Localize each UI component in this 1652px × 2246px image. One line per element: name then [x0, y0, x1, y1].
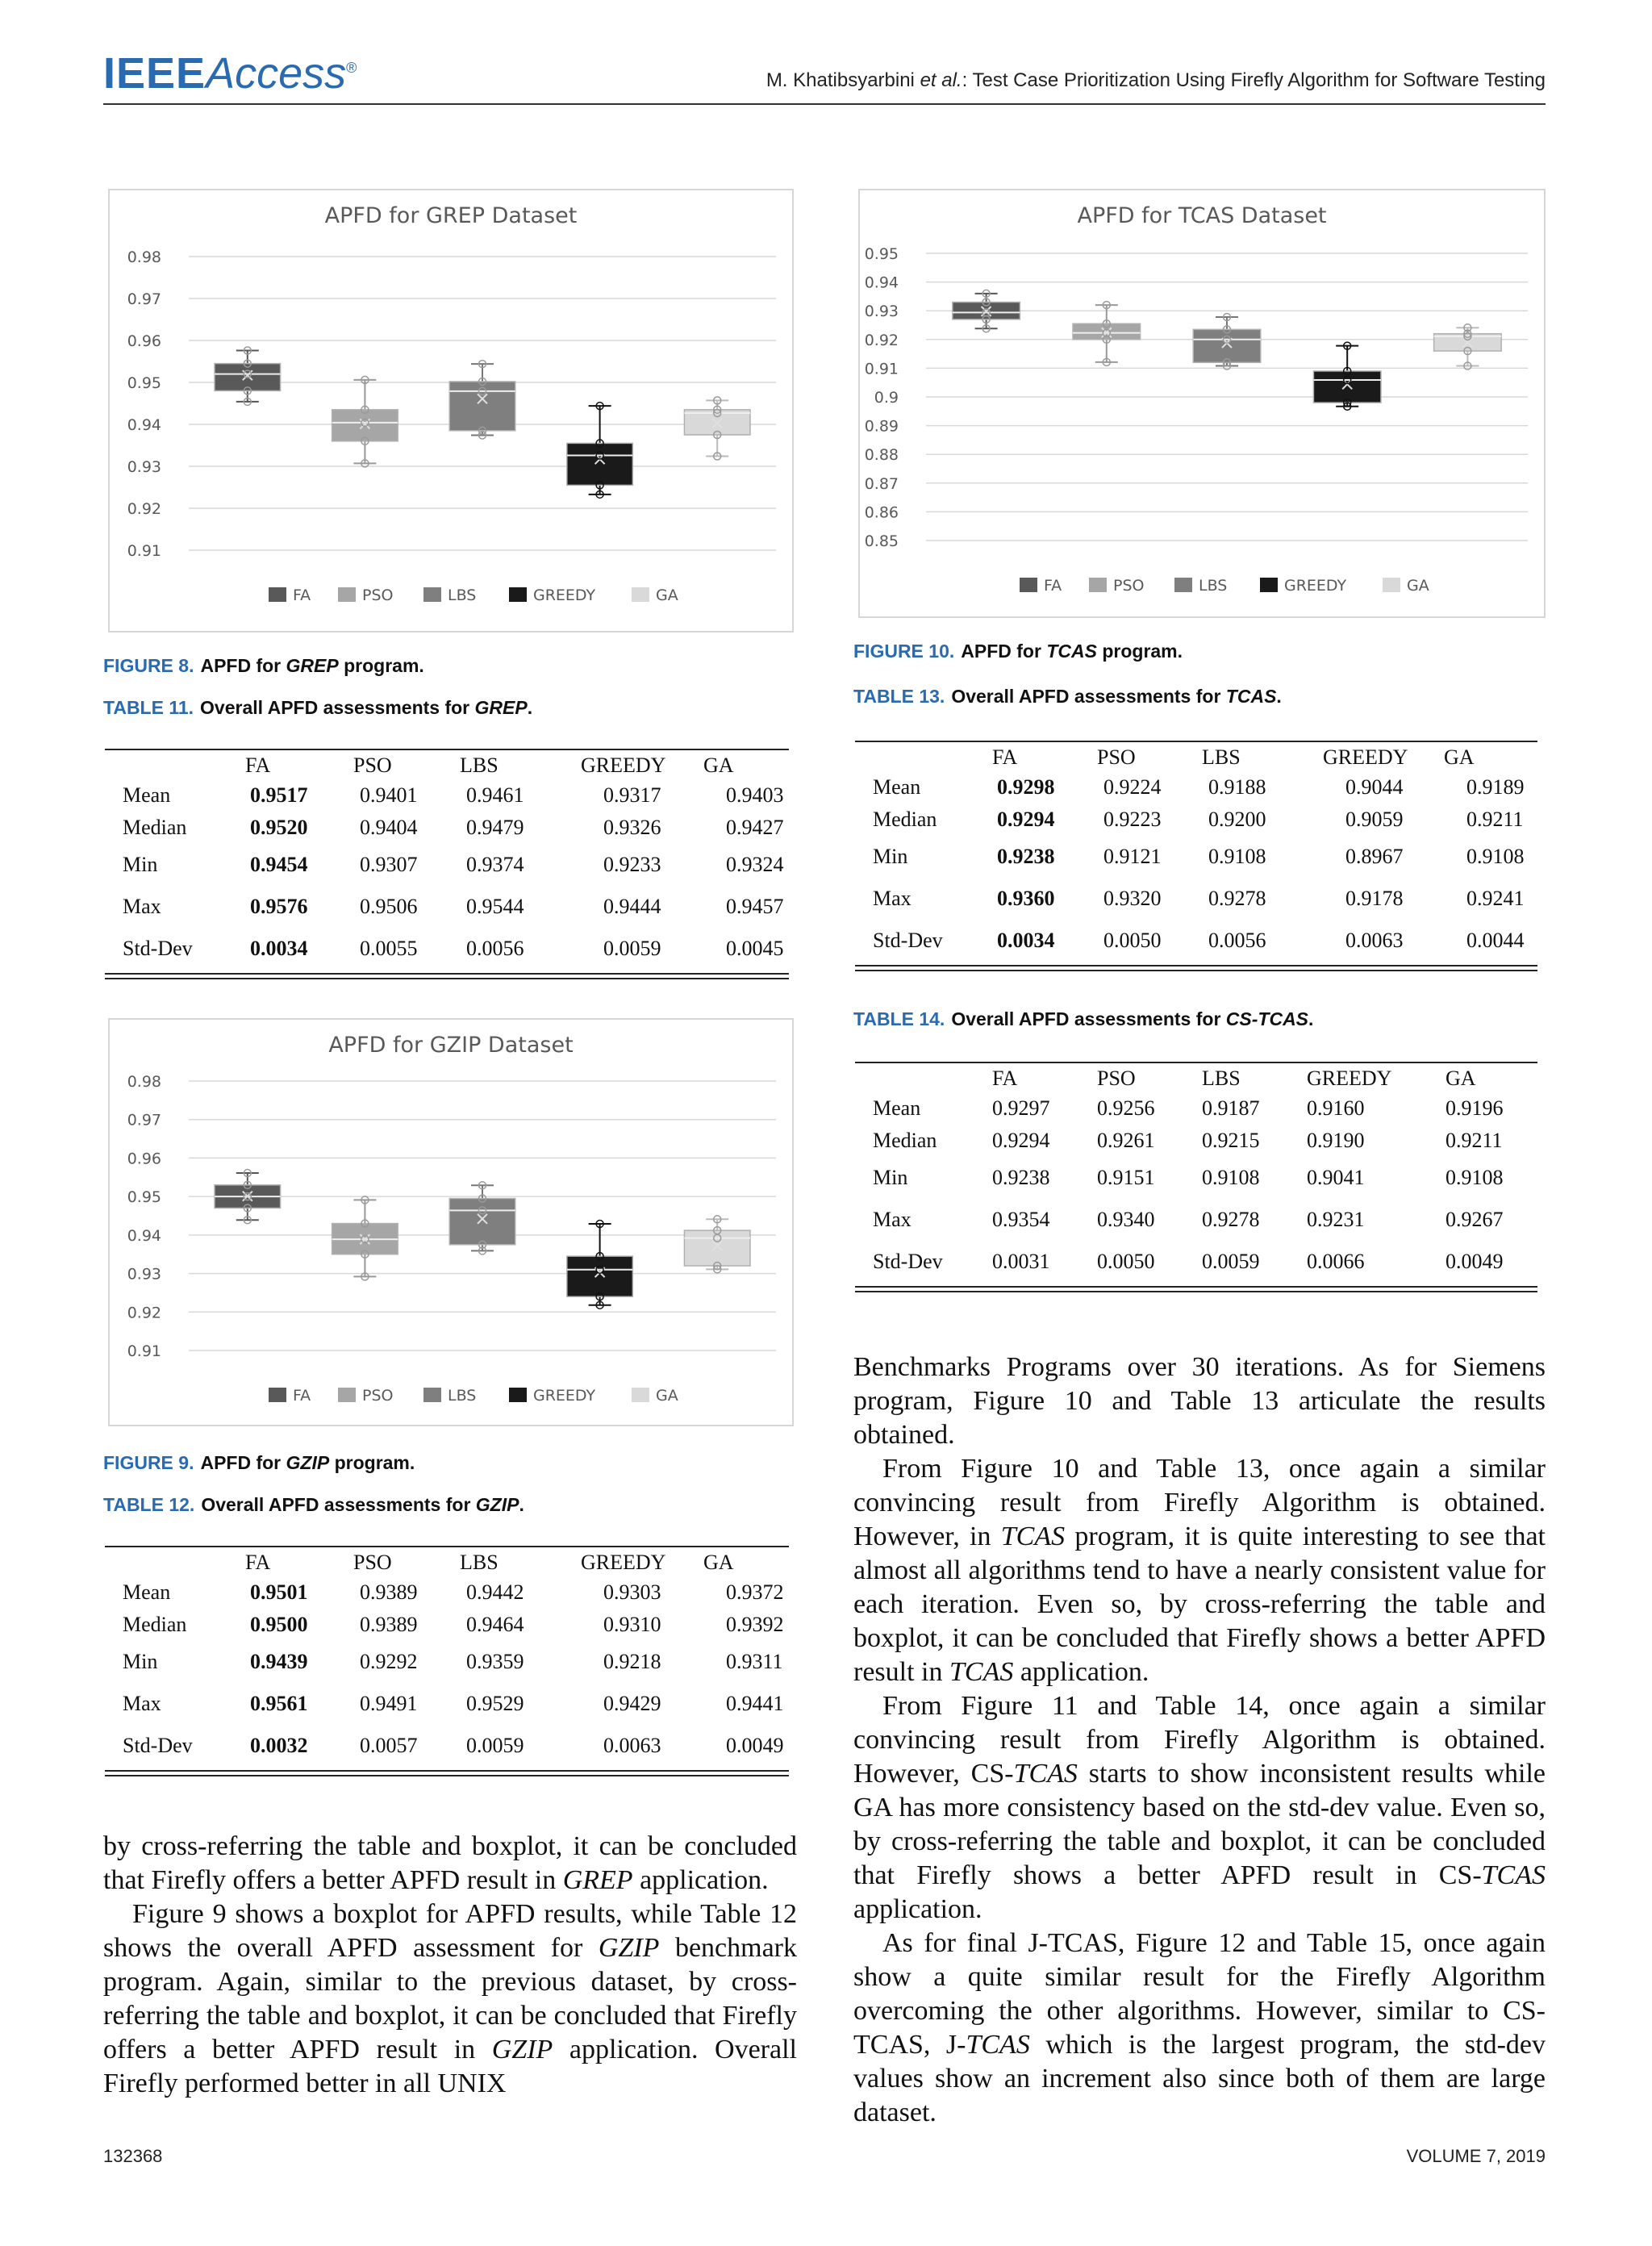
- table-cell: 0.9454: [250, 853, 308, 876]
- row-label: Std-Dev: [123, 937, 193, 960]
- row-label: Min: [873, 845, 908, 868]
- table-cell: 0.9500: [250, 1613, 308, 1636]
- legend-swatch-greedy: [1260, 578, 1278, 592]
- y-tick-label: 0.92: [127, 500, 161, 518]
- table-cell: 0.9196: [1446, 1096, 1504, 1120]
- figure-9-caption: FIGURE 9. APFD for GZIP program.: [103, 1452, 415, 1473]
- y-tick-label: 0.96: [127, 1150, 161, 1168]
- legend-label-fa: FA: [293, 587, 311, 604]
- legend-swatch-ga: [1383, 578, 1400, 592]
- legend-label-lbs: LBS: [448, 587, 477, 604]
- legend-label-ga: GA: [1407, 577, 1429, 595]
- column-header-lbs: LBS: [460, 1551, 499, 1574]
- y-tick-label: 0.94: [864, 273, 899, 292]
- right-paragraph-1: Benchmarks Programs over 30 iterations. As for Siemens program, Figure 10 and Table 13 articulate the results obtained.: [853, 1352, 1546, 1450]
- box-pso: [332, 410, 398, 441]
- table-cell: 0.9340: [1097, 1208, 1155, 1231]
- y-tick-label: 0.95: [864, 245, 899, 263]
- table-cell: 0.0063: [603, 1734, 661, 1757]
- box-lbs: [449, 1199, 515, 1245]
- table-cell: 0.9218: [603, 1650, 661, 1673]
- table-cell: 0.9238: [992, 1166, 1050, 1189]
- table-cell: 0.9403: [726, 783, 784, 807]
- table-corner: [855, 1065, 992, 1092]
- table-cell: 0.9256: [1097, 1096, 1155, 1120]
- legend-swatch-pso: [338, 587, 356, 602]
- table-cell: 0.9506: [360, 895, 418, 918]
- chart-title: APFD for TCAS Dataset: [1077, 203, 1327, 228]
- table-row: [105, 886, 789, 928]
- table-cell: 0.9317: [603, 783, 661, 807]
- table-cell: 0.9461: [466, 783, 524, 807]
- header-rule: [103, 103, 1546, 105]
- legend-swatch-ga: [632, 1388, 649, 1402]
- legend-swatch-fa: [1020, 578, 1037, 592]
- row-label: Median: [123, 1613, 187, 1636]
- y-tick-label: 0.92: [127, 1304, 161, 1322]
- y-tick-label: 0.94: [127, 1226, 161, 1245]
- box-greedy: [567, 1256, 633, 1296]
- row-label: Max: [123, 1692, 161, 1715]
- y-tick-label: 0.98: [127, 1073, 161, 1091]
- row-label: Median: [873, 1129, 937, 1152]
- chart-title: APFD for GREP Dataset: [324, 203, 578, 228]
- volume-label: VOLUME 7, 2019: [1406, 2146, 1546, 2166]
- column-header-pso: PSO: [353, 1551, 392, 1574]
- table-cell: 0.8967: [1345, 845, 1404, 868]
- column-header-greedy: GREEDY: [581, 754, 666, 777]
- box-lbs: [1193, 329, 1261, 362]
- right-column-text: [853, 1351, 1546, 2130]
- table-cell: 0.9520: [250, 816, 308, 839]
- figure-10-caption: FIGURE 10. APFD for TCAS program.: [853, 641, 1183, 662]
- y-tick-label: 0.85: [864, 532, 899, 550]
- table-cell: 0.9298: [997, 775, 1055, 799]
- y-tick-label: 0.95: [127, 374, 161, 392]
- table-cell: 0.9261: [1097, 1129, 1155, 1152]
- table-12-caption: TABLE 12. Overall APFD assessments for GZIP.: [103, 1494, 524, 1515]
- table-cell: 0.9561: [250, 1692, 308, 1715]
- legend-swatch-greedy: [509, 587, 527, 602]
- legend-label-greedy: GREEDY: [533, 587, 596, 604]
- table-cell: 0.0063: [1345, 929, 1404, 952]
- table-cell: 0.9544: [466, 895, 524, 918]
- legend-label-ga: GA: [656, 1387, 678, 1405]
- column-header-pso: PSO: [1097, 1067, 1136, 1090]
- legend-label-lbs: LBS: [448, 1387, 477, 1405]
- table-cell: 0.9233: [603, 853, 661, 876]
- table-corner: [105, 752, 245, 779]
- table-13-caption: TABLE 13. Overall APFD assessments for TCAS.: [853, 686, 1282, 707]
- table-cell: 0.9059: [1345, 808, 1404, 831]
- figure-9-frame: [108, 1018, 794, 1426]
- table-cell: 0.9389: [360, 1580, 418, 1604]
- table-cell: 0.9501: [250, 1580, 308, 1604]
- column-header-ga: GA: [1446, 1067, 1476, 1090]
- table-row: [855, 1092, 1537, 1125]
- running-head: M. Khatibsyarbini et al.: Test Case Prioritization Using Firefly Algorithm for Software Testing: [766, 69, 1546, 91]
- table-cell: 0.0050: [1097, 1250, 1155, 1273]
- legend-swatch-ga: [632, 587, 649, 602]
- legend-label-pso: PSO: [1113, 577, 1145, 595]
- table-cell: 0.9223: [1103, 808, 1162, 831]
- legend-swatch-pso: [1089, 578, 1107, 592]
- table-cell: 0.9160: [1307, 1096, 1365, 1120]
- column-header-greedy: GREEDY: [1323, 745, 1408, 769]
- table-cell: 0.9479: [466, 816, 524, 839]
- legend-swatch-greedy: [509, 1388, 527, 1402]
- figure-8-frame: [108, 189, 794, 632]
- table-cell: 0.9359: [466, 1650, 524, 1673]
- box-ga: [684, 1230, 750, 1266]
- column-header-pso: PSO: [1097, 745, 1136, 769]
- table-cell: 0.0059: [1202, 1250, 1260, 1273]
- table-cell: 0.0056: [466, 937, 524, 960]
- table-cell: 0.0044: [1466, 929, 1525, 952]
- table-cell: 0.0050: [1103, 929, 1162, 952]
- table-cell: 0.9464: [466, 1613, 524, 1636]
- y-tick-label: 0.97: [127, 290, 161, 308]
- table-cell: 0.0056: [1208, 929, 1266, 952]
- tcas-boxplot-chart: [860, 190, 1544, 616]
- table-corner: [855, 744, 992, 771]
- box-lbs: [449, 382, 515, 431]
- column-header-ga: GA: [703, 1551, 734, 1574]
- table-cell: 0.9576: [250, 895, 308, 918]
- table-cell: 0.9401: [360, 783, 418, 807]
- table-row: [855, 1157, 1537, 1199]
- box-greedy: [567, 443, 633, 485]
- table-11: [105, 749, 789, 979]
- table-14-caption: TABLE 14. Overall APFD assessments for CS-TCAS.: [853, 1008, 1314, 1029]
- table-cell: 0.9326: [603, 816, 661, 839]
- table-cell: 0.9294: [997, 808, 1055, 831]
- table-cell: 0.9303: [603, 1580, 661, 1604]
- column-header-fa: FA: [245, 1551, 271, 1574]
- table-cell: 0.9324: [726, 853, 784, 876]
- y-tick-label: 0.87: [864, 474, 899, 493]
- table-row: [855, 804, 1537, 836]
- table-cell: 0.0032: [250, 1734, 308, 1757]
- table-cell: 0.9404: [360, 816, 418, 839]
- column-header-lbs: LBS: [1202, 745, 1241, 769]
- y-tick-label: 0.9: [874, 389, 899, 407]
- table-row: [855, 836, 1537, 878]
- table-row: [105, 1609, 789, 1641]
- table-cell: 0.0057: [360, 1734, 418, 1757]
- row-label: Min: [123, 1650, 158, 1673]
- legend-swatch-lbs: [423, 587, 441, 602]
- table-cell: 0.9044: [1345, 775, 1404, 799]
- left-paragraph-2: Figure 9 shows a boxplot for APFD results, while Table 12 shows the overall APFD assessment for GZIP benchmark program. Again, similar to the previous dataset, by cross-referring the table and boxplot, it can be concluded that Firefly offers a better APFD result in GZIP application. Overall Firefly performed better in all UNIX: [103, 1899, 797, 2098]
- table-cell: 0.9360: [997, 887, 1055, 910]
- row-label: Mean: [873, 1096, 921, 1120]
- y-tick-label: 0.93: [864, 303, 899, 321]
- table-row: [855, 878, 1537, 920]
- column-header-fa: FA: [992, 1067, 1018, 1090]
- table-row: [105, 1641, 789, 1683]
- legend-label-pso: PSO: [362, 1387, 394, 1405]
- column-header-lbs: LBS: [460, 754, 499, 777]
- figure-10-frame: [858, 189, 1546, 618]
- table-row: [105, 844, 789, 886]
- y-tick-label: 0.93: [127, 1265, 161, 1284]
- page-number: 132368: [103, 2146, 163, 2166]
- y-tick-label: 0.89: [864, 417, 899, 436]
- table-row: [105, 1725, 789, 1767]
- table-cell: 0.9189: [1466, 775, 1525, 799]
- row-label: Mean: [123, 1580, 171, 1604]
- legend-swatch-lbs: [423, 1388, 441, 1402]
- table-cell: 0.9238: [997, 845, 1055, 868]
- table-cell: 0.9187: [1202, 1096, 1260, 1120]
- table-cell: 0.9297: [992, 1096, 1050, 1120]
- column-header-pso: PSO: [353, 754, 392, 777]
- table-cell: 0.0049: [1446, 1250, 1504, 1273]
- left-column-text: [103, 1830, 797, 2101]
- table-cell: 0.9200: [1208, 808, 1266, 831]
- table-cell: 0.9292: [360, 1650, 418, 1673]
- table-row: [855, 771, 1537, 804]
- legend-label-ga: GA: [656, 587, 678, 604]
- table-cell: 0.9529: [466, 1692, 524, 1715]
- row-label: Median: [873, 808, 937, 831]
- y-tick-label: 0.92: [864, 331, 899, 349]
- table-cell: 0.0059: [466, 1734, 524, 1757]
- table-cell: 0.9444: [603, 895, 661, 918]
- table-row: [855, 1125, 1537, 1157]
- table-cell: 0.9108: [1208, 845, 1266, 868]
- table-cell: 0.9307: [360, 853, 418, 876]
- column-header-greedy: GREEDY: [1307, 1067, 1392, 1090]
- y-tick-label: 0.86: [864, 503, 899, 522]
- row-label: Mean: [123, 783, 171, 807]
- column-header-fa: FA: [992, 745, 1018, 769]
- y-tick-label: 0.94: [127, 416, 161, 434]
- table-13: [855, 741, 1537, 971]
- table-row: [855, 1241, 1537, 1283]
- table-cell: 0.9311: [726, 1650, 783, 1673]
- table-cell: 0.9374: [466, 853, 524, 876]
- table-cell: 0.9211: [1446, 1129, 1503, 1152]
- legend-label-greedy: GREEDY: [533, 1387, 596, 1405]
- table-cell: 0.9427: [726, 816, 784, 839]
- table-cell: 0.9211: [1466, 808, 1524, 831]
- y-tick-label: 0.91: [864, 360, 899, 378]
- column-header-fa: FA: [245, 754, 271, 777]
- table-row: [105, 928, 789, 970]
- table-cell: 0.0031: [992, 1250, 1050, 1273]
- table-cell: 0.9491: [360, 1692, 418, 1715]
- table-cell: 0.0059: [603, 937, 661, 960]
- legend-label-greedy: GREEDY: [1284, 577, 1347, 595]
- row-label: Min: [873, 1166, 908, 1189]
- y-tick-label: 0.93: [127, 458, 161, 476]
- y-tick-label: 0.98: [127, 248, 161, 266]
- legend-swatch-fa: [269, 587, 286, 602]
- table-row: [105, 1576, 789, 1609]
- y-tick-label: 0.95: [127, 1188, 161, 1207]
- table-cell: 0.9442: [466, 1580, 524, 1604]
- right-paragraph-3: From Figure 11 and Table 14, once again a similar convincing result from Firefly Algorithm is obtained. However, CS-TCAS starts to show inconsistent results while GA has more consistency based on the std-dev value. Even so, by cross-referring the table and boxplot, it can be concluded that Firefly shows a better APFD result in CS-TCAS application.: [853, 1691, 1546, 1924]
- table-cell: 0.9278: [1208, 887, 1266, 910]
- column-header-ga: GA: [703, 754, 734, 777]
- table-cell: 0.9310: [603, 1613, 661, 1636]
- table-corner: [105, 1549, 245, 1576]
- table-cell: 0.9320: [1103, 887, 1162, 910]
- table-11-caption: TABLE 11. Overall APFD assessments for GREP.: [103, 697, 533, 718]
- legend-swatch-fa: [269, 1388, 286, 1402]
- table-cell: 0.9372: [726, 1580, 784, 1604]
- table-cell: 0.9108: [1446, 1166, 1504, 1189]
- table-cell: 0.0034: [250, 937, 308, 960]
- table-row: [105, 812, 789, 844]
- table-cell: 0.9108: [1202, 1166, 1260, 1189]
- table-row: [105, 779, 789, 812]
- journal-logo: IEEEAccess®: [103, 49, 357, 98]
- table-cell: 0.9517: [250, 783, 308, 807]
- table-row: [105, 1683, 789, 1725]
- row-label: Max: [123, 895, 161, 918]
- column-header-lbs: LBS: [1202, 1067, 1241, 1090]
- table-cell: 0.9241: [1466, 887, 1525, 910]
- column-header-greedy: GREEDY: [581, 1551, 666, 1574]
- column-header-ga: GA: [1444, 745, 1475, 769]
- table-cell: 0.9121: [1103, 845, 1162, 868]
- table-cell: 0.9457: [726, 895, 784, 918]
- table-14: [855, 1062, 1537, 1292]
- gzip-boxplot-chart: [110, 1020, 792, 1425]
- chart-title: APFD for GZIP Dataset: [328, 1033, 574, 1058]
- legend-swatch-lbs: [1174, 578, 1192, 592]
- table-cell: 0.9392: [726, 1613, 784, 1636]
- table-cell: 0.0055: [360, 937, 418, 960]
- legend-label-pso: PSO: [362, 587, 394, 604]
- row-label: Max: [873, 887, 912, 910]
- grep-boxplot-chart: [110, 190, 792, 631]
- legend-label-fa: FA: [293, 1387, 311, 1405]
- table-cell: 0.9278: [1202, 1208, 1260, 1231]
- y-tick-label: 0.97: [127, 1111, 161, 1129]
- table-cell: 0.9108: [1466, 845, 1525, 868]
- legend-label-fa: FA: [1044, 577, 1062, 595]
- table-cell: 0.9151: [1097, 1166, 1155, 1189]
- left-paragraph-1: by cross-referring the table and boxplot, it can be concluded that Firefly offers a better APFD result in GREP application.: [103, 1831, 797, 1895]
- y-tick-label: 0.91: [127, 542, 161, 560]
- row-label: Max: [873, 1208, 912, 1231]
- table-cell: 0.9441: [726, 1692, 784, 1715]
- table-cell: 0.9389: [360, 1613, 418, 1636]
- y-tick-label: 0.88: [864, 446, 899, 465]
- table-cell: 0.9231: [1307, 1208, 1365, 1231]
- row-label: Std-Dev: [873, 1250, 943, 1273]
- table-cell: 0.0049: [726, 1734, 784, 1757]
- row-label: Std-Dev: [873, 929, 943, 952]
- legend-label-lbs: LBS: [1199, 577, 1228, 595]
- table-cell: 0.0034: [997, 929, 1055, 952]
- table-cell: 0.9224: [1103, 775, 1162, 799]
- table-cell: 0.9178: [1345, 887, 1404, 910]
- row-label: Median: [123, 816, 187, 839]
- table-cell: 0.9429: [603, 1692, 661, 1715]
- row-label: Std-Dev: [123, 1734, 193, 1757]
- table-cell: 0.0066: [1307, 1250, 1365, 1273]
- figure-8-caption: FIGURE 8. APFD for GREP program.: [103, 655, 424, 676]
- table-cell: 0.9294: [992, 1129, 1050, 1152]
- table-12: [105, 1546, 789, 1776]
- table-row: [855, 1199, 1537, 1241]
- row-label: Min: [123, 853, 158, 876]
- right-paragraph-4: As for final J-TCAS, Figure 12 and Table 15, once again show a quite similar result for the Firefly Algorithm overcoming the other algorithms. However, similar to CS-TCAS, J-TCAS which is the largest program, the std-dev values show an increment also since both of them are large dataset.: [853, 1928, 1546, 2127]
- table-cell: 0.9267: [1446, 1208, 1504, 1231]
- table-cell: 0.9354: [992, 1208, 1050, 1231]
- table-row: [855, 920, 1537, 962]
- table-cell: 0.0045: [726, 937, 784, 960]
- table-cell: 0.9215: [1202, 1129, 1260, 1152]
- legend-swatch-pso: [338, 1388, 356, 1402]
- y-tick-label: 0.91: [127, 1342, 161, 1360]
- table-cell: 0.9439: [250, 1650, 308, 1673]
- table-cell: 0.9190: [1307, 1129, 1365, 1152]
- row-label: Mean: [873, 775, 921, 799]
- table-cell: 0.9041: [1307, 1166, 1365, 1189]
- right-paragraph-2: From Figure 10 and Table 13, once again a similar convincing result from Firefly Algorithm is obtained. However, in TCAS program, it is quite interesting to see that almost all algorithms tend to have a nearly consistent value for each iteration. Even so, by cross-referring the table and boxplot, it can be concluded that Firefly shows a better APFD result in TCAS application.: [853, 1454, 1546, 1687]
- table-cell: 0.9188: [1208, 775, 1266, 799]
- y-tick-label: 0.96: [127, 332, 161, 350]
